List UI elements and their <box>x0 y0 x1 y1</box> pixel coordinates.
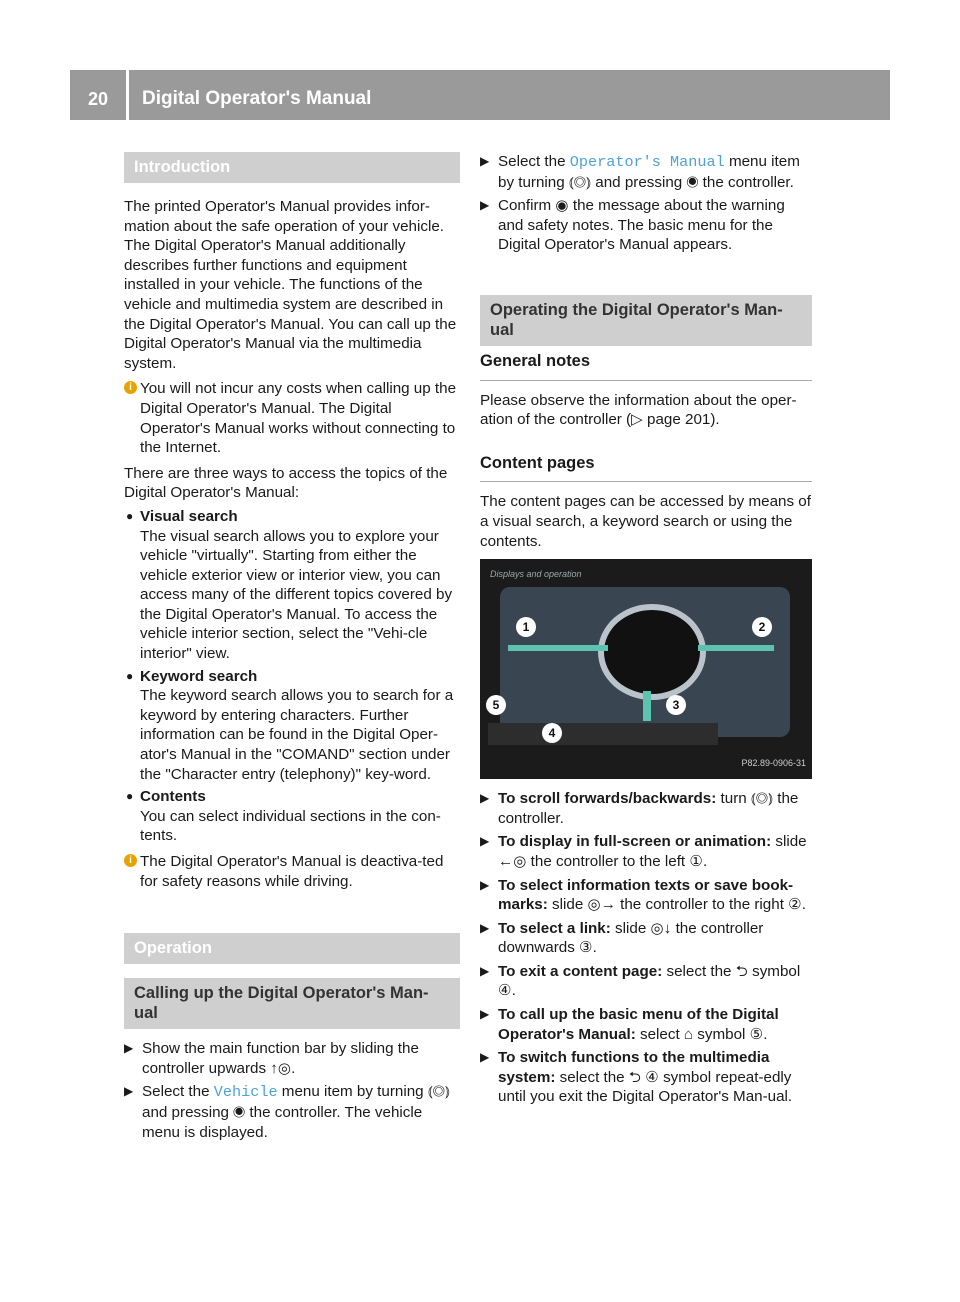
step-text: slide ◎↓ the controller downwards ③. <box>498 919 764 957</box>
step-arrow-icon: ▶ <box>480 198 490 213</box>
bullet-text: The keyword search allows you to search for a keyword by entering characters. Further information can be found in the Digital Oper-ator's Manual in the "COMAND" section under the "Character entry (telephony)" key-word. <box>140 687 454 783</box>
info-note <box>124 852 460 891</box>
bullet-icon: ● <box>126 508 134 523</box>
bullet-visual-search <box>124 507 460 664</box>
instruction-step <box>480 789 812 828</box>
bullet-icon: ● <box>126 789 134 804</box>
step-text-pre: Select the <box>498 153 570 170</box>
content-pages-text: The content pages can be accessed by means of a visual search, a keyword search or using the contents. <box>480 493 811 550</box>
bullet-keyword-search <box>124 667 460 785</box>
step-text: Show the main function bar by sliding the controller upwards ↑◎. <box>142 1040 419 1077</box>
step-text: select ⌂ symbol ⑤. <box>635 1025 768 1043</box>
subsection-band-operating: Operating the Digital Operator's Man-ual <box>480 295 812 346</box>
callout-5: 5 <box>486 695 506 715</box>
arrow-right-icon <box>698 645 774 651</box>
arrow-down-icon <box>643 691 651 721</box>
step-bold: To select a link: <box>498 919 611 937</box>
bullet-text: The visual search allows you to explore your vehicle "virtually". Starting from either the vehicle exterior view or interior view, you can access many of the different topics covered by the Digital Operator's Manual. To access the vehicle interior section, select the "Vehi-cle interior" view. <box>140 527 453 663</box>
callout-2: 2 <box>752 617 772 637</box>
info-note <box>124 379 460 457</box>
right-column <box>480 152 812 1111</box>
instruction-step <box>480 1005 812 1044</box>
step-arrow-icon: ▶ <box>480 920 490 935</box>
instruction-step <box>480 196 812 255</box>
step-text: select the ⮌ ④ symbol repeat-edly until you exit the Digital Operator's Man-ual. <box>498 1068 793 1106</box>
step-arrow-icon: ▶ <box>480 1050 490 1065</box>
step-text: turn ⦅◎⦆ the controller. <box>498 790 799 827</box>
info-note-text: You will not incur any costs when calling up the Digital Operator's Manual. The Digital Operator's Manual works without connecting to the Internet. <box>140 380 457 457</box>
bullet-text: You can select individual sections in the con-tents. <box>140 807 441 845</box>
callout-3: 3 <box>666 695 686 715</box>
header-separator <box>126 70 129 120</box>
step-text: slide ←◎ the controller to the left ①. <box>498 833 807 870</box>
bullet-title: Visual search <box>140 507 238 525</box>
step-bold: To scroll forwards/backwards: <box>498 790 717 808</box>
section-band-introduction: Introduction <box>124 152 460 183</box>
bullet-contents <box>124 787 460 846</box>
chapter-title: Digital Operator's Manual <box>142 88 372 109</box>
heading-content-pages: Content pages <box>480 448 812 483</box>
step-bold: To display in full-screen or animation: <box>498 833 772 851</box>
general-notes-text: Please observe the information about the oper-ation of the controller (▷ page 201). <box>480 391 797 429</box>
instruction-step <box>480 152 812 192</box>
instruction-step <box>124 1039 460 1078</box>
instruction-step <box>480 919 812 958</box>
step-arrow-icon: ▶ <box>124 1041 134 1056</box>
left-column <box>124 152 460 1146</box>
instruction-step <box>124 1082 460 1142</box>
step-bold: To switch functions to the multimedia system: <box>498 1049 770 1086</box>
step-arrow-icon: ▶ <box>480 1007 490 1022</box>
bullet-title: Contents <box>140 788 206 806</box>
figure-code: P82.89-0906-31 <box>741 757 806 768</box>
step-bold: To exit a content page: <box>498 962 663 980</box>
bullet-title: Keyword search <box>140 667 258 685</box>
section-band-operation: Operation <box>124 933 460 964</box>
step-text-post: menu item by turning ⦅◎⦆ and pressing ◉ the controller. The vehicle menu is displayed. <box>142 1083 450 1141</box>
intro-paragraph: The printed Operator's Manual provides infor-mation about the safe operation of your vehicle. The Digital Operator's Manual additionally describes further functions and equipment installed in your vehicle. The functions of the vehicle and multimedia system are described in the Digital Operator's Manual. You can call up the Digital Operator's Manual via the multimedia system. <box>124 198 457 372</box>
info-icon: i <box>124 381 137 394</box>
callout-1: 1 <box>516 617 536 637</box>
info-icon: i <box>124 854 137 867</box>
subsection-band-calling-up: Calling up the Digital Operator's Man-ual <box>124 978 460 1029</box>
step-arrow-icon: ▶ <box>480 877 490 892</box>
menu-item-operators-manual: Operator's Manual <box>569 153 725 171</box>
step-arrow-icon: ▶ <box>480 963 490 978</box>
step-text: slide ◎→ the controller to the right ②. <box>547 896 806 914</box>
menu-item-vehicle: Vehicle <box>213 1083 278 1102</box>
figure-bottom-bar <box>488 723 718 745</box>
step-text: select the ⮌ symbol ④. <box>498 962 801 1000</box>
step-text-pre: Select the <box>142 1083 214 1101</box>
figure-screen-title: Displays and operation <box>490 569 582 580</box>
step-arrow-icon: ▶ <box>480 154 490 168</box>
bullet-icon: ● <box>126 668 134 683</box>
instruction-step <box>480 876 812 915</box>
step-text-post: menu item by turning ⦅◎⦆ and pressing ◉ the controller. <box>498 153 800 191</box>
instruction-step <box>480 832 812 871</box>
step-text: Confirm ◉ the message about the warning and safety notes. The basic menu for the Digital Operator's Manual appears. <box>498 197 785 254</box>
heading-general-notes: General notes <box>480 346 812 381</box>
step-arrow-icon: ▶ <box>480 791 490 806</box>
controller-knob <box>598 604 706 700</box>
step-bold: To select information texts or save book-marks: <box>498 876 794 914</box>
instruction-step <box>480 962 812 1001</box>
instruction-step <box>480 1048 812 1107</box>
ways-paragraph: There are three ways to access the topics of the Digital Operator's Manual: <box>124 464 448 502</box>
callout-4: 4 <box>542 723 562 743</box>
page-number: 20 <box>87 89 109 109</box>
step-arrow-icon: ▶ <box>124 1084 134 1099</box>
step-arrow-icon: ▶ <box>480 834 490 849</box>
arrow-left-icon <box>508 645 608 651</box>
controller-figure <box>480 559 812 779</box>
page-header <box>70 70 890 120</box>
info-note-text: The Digital Operator's Manual is deactiva-ted for safety reasons while driving. <box>140 853 444 890</box>
step-bold: To call up the basic menu of the Digital Operator's Manual: <box>498 1006 779 1043</box>
